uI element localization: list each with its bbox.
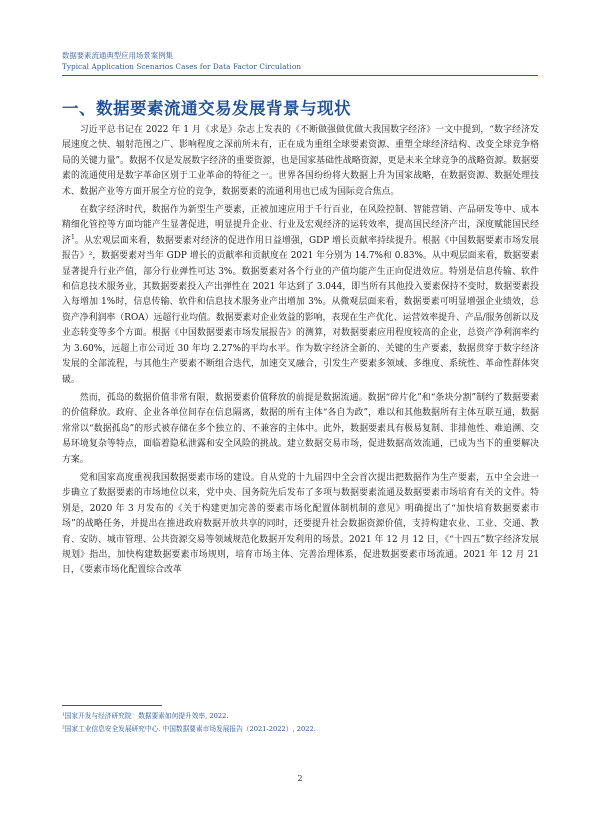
paragraph-4-text: 党和国家高度重视我国数据要素市场的建设。自从党的十九届四中全会首次提出把数据作为生产要素，五中全会进一步确立了数据要素的市场地位以来，党中央、国务院先后发布了多项与数据要素流通及数据要素市场培育有关的文件。特别是，2020 年 3 月发布的《关于构建更加完善的要素市场化配置体制机制的意见》明确提出了“加快培育数据要素市场”的战略任务，并提出在推进政府数据开放共享的同时，还要提升社会数据资源价值，支持构建农业、工业、交通、教育、安防、城市管理、公共资源交易等领域规范化数据开发利用的场景。2021 年 12 月 12 日，《“十四五”数字经济发展规划》指出，加快构建数据要素市场规则，培育市场主体、完善治理体系，促进数据要素市场流通。2021 年 12 月 21 日，《要素市场化配置综合改革 bbox=[62, 472, 539, 576]
footnote-ref-1[interactable]: 1 bbox=[71, 233, 75, 241]
running-header-cn: 数据要素流通典型应用场景案例集 bbox=[62, 51, 173, 60]
paragraph-1 bbox=[62, 123, 539, 200]
footnote-2: ²国家工业信息安全发展研究中心. 中国数据要素市场发展报告（2021-2022）, 2022. bbox=[62, 725, 316, 733]
footnote-1: ¹国家开发与经济研究院：数据要素如何提升效率, 2022. bbox=[62, 712, 229, 720]
body-text bbox=[62, 123, 539, 582]
footnotes bbox=[62, 710, 539, 736]
running-header-en: Typical Application Scenarios Cases for Data Factor Circulation bbox=[62, 62, 302, 71]
paragraph-2 bbox=[62, 203, 539, 388]
paragraph-2-text-b: 。从宏观层面来看，数据要素对经济的促进作用日益增强，GDP 增长贡献率持续提升。根据《中国数据要素市场发展报告》²，数据要素对当年 GDP 增长的贡献率和贡献度在 2021 年分别为 14.7%和 0.83%。从中观层面来看，数据要素显著提升行业产值，部分行业弹性可达 3%。数据要素对各个行业的产值均能产生正向促进效应。特别是信息传输、软件和信息技术服务业，其数据要素投入产出弹性在 2021 年达到了 3.044，即当所有其他投入要素保持不变时，数据要素投入每增加 1%时，信息传输、软件和信息技术服务业产出增加 3%。从微观层面来看，数据要素可明显增强企业绩效，总资产净利润率（ROA）远超行业均值。数据要素对企业效益的影响，表现在生产优化、运营效率提升、产品/服务创新以及业态转变等多个方面。根据《中国数据要素市场发展报告》的测算，对数据要素应用程度较高的企业，总资产净利润率约为 3.60%，远超上市公司近 30 年均 2.27%的平均水平。作为数字经济全新的、关键的生产要素，数据贯穿于数字经济发展的全部流程，与其他生产要素不断组合迭代，加速交叉融合，引发生产要素多领域、多维度、系统性、革命性群体突破。 bbox=[62, 235, 540, 385]
page-number: 2 bbox=[297, 774, 303, 783]
header-rule bbox=[62, 75, 538, 76]
paragraph-1-text: 习近平总书记在 2022 年 1 月《求是》杂志上发表的《不断做强做优做大我国数字经济》一文中提到，“数字经济发展速度之快、辐射范围之广、影响程度之深前所未有，正在成为重组全球要素资源、重塑全球经济结构、改变全球竞争格局的关键力量”。数据不仅是发展数字经济的重要资源，也是国家基础性战略资源，更是未来全球竞争的战略资源。数据要素的流通使用是数字革命区别于工业革命的特征之一。世界各国纷纷将大数据上升为国家战略，在数据资源、数据处理技术、数据产业等方面开展全方位的竞争，数据要素的流通利用也已成为国际竞合焦点。 bbox=[62, 125, 539, 197]
paragraph-2-text-a: 在数字经济时代，数据作为新型生产要素，正被加速应用于千行百业，在风险控制、智能营销、产品研发等中、成本精细化管控等方面均能产生显著促进，明显提升企业、行业及宏观经济的运转效率，提高国民经济产出，深度赋能国民经济 bbox=[62, 205, 539, 246]
running-header bbox=[62, 50, 542, 72]
paragraph-4 bbox=[62, 471, 539, 579]
paragraph-3-text: 然而，孤岛的数据价值非常有限，数据要素价值释放的前提是数据流通。数据“碎片化”和“条块分割”制约了数据要素的价值释放。政府、企业各单位间存在信息隔离，数据的所有主体“各自为政”，难以和其他数据所有主体互联互通，数据常常以“数据孤岛”的形式被存储在多个独立的、不兼容的主体中。此外，数据要素具有极易复制、非排他性、难追溯、交易环境复杂等特点，面临着隐私泄露和安全风险的挑战。建立数据交易市场，促进数据高效流通，已成为当下的重要解决方案。 bbox=[62, 392, 539, 465]
footnote-rule bbox=[62, 705, 162, 706]
section-title: 一、数据要素流通交易发展背景与现状 bbox=[62, 99, 351, 118]
paragraph-3 bbox=[62, 391, 539, 468]
